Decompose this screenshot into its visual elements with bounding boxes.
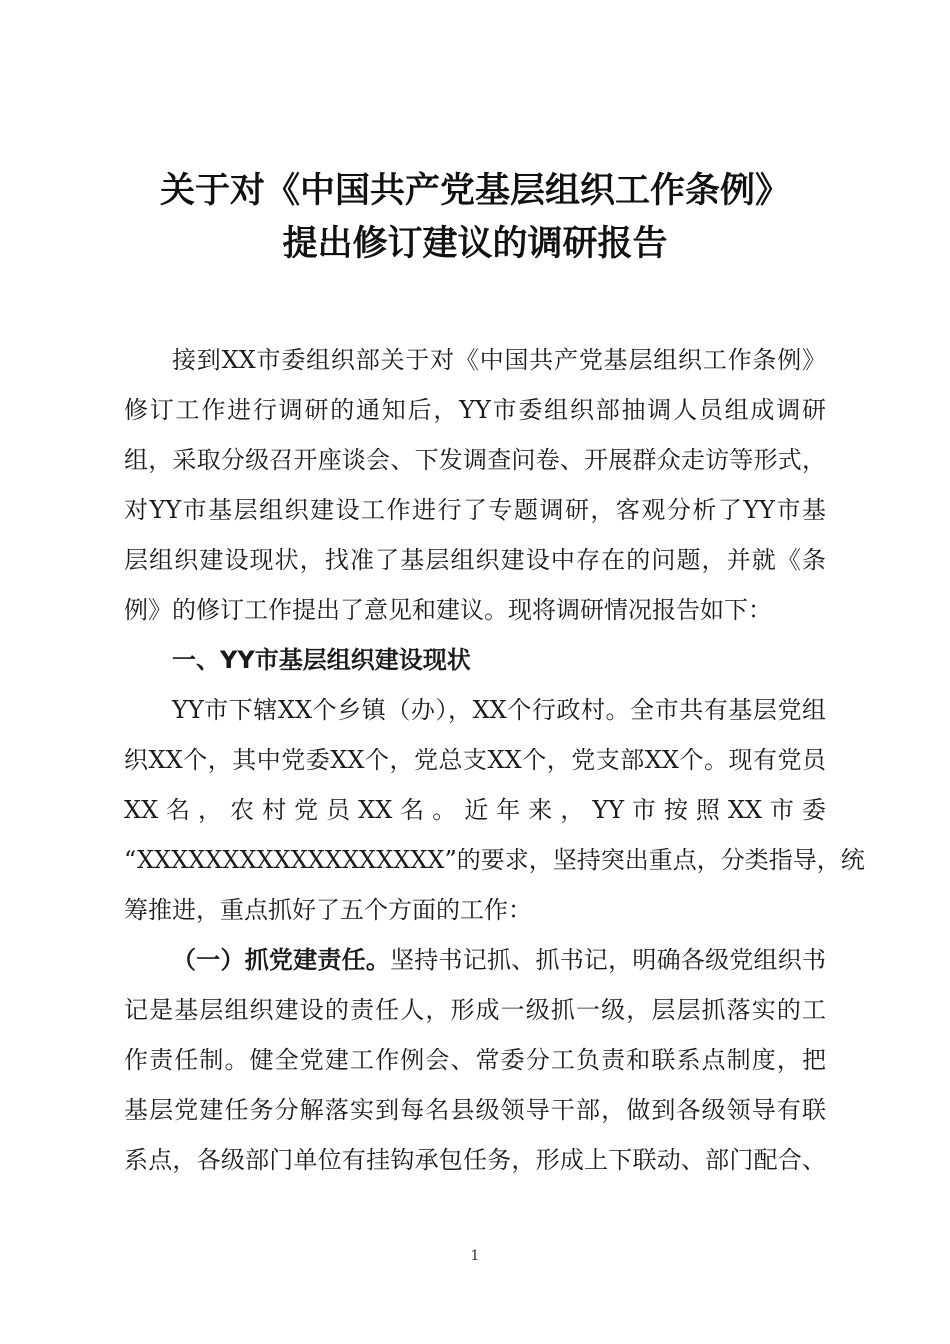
intro-paragraph-line: 接到XX市委组织部关于对《中国共产党基层组织工作条例》 (172, 346, 826, 374)
section-paragraph-line: XX 名 ， 农 村 党 员 XX 名 。 近 年 来 ， YY 市 按 照 XX 市 委 (124, 796, 826, 824)
intro-paragraph-line: 例》的修订工作提出了意见和建议。现将调研情况报告如下： (124, 596, 772, 624)
section-heading: 一、YY市基层组织建设现状 (172, 646, 471, 674)
subsection-paragraph-line: 基层党建任务分解落实到每名县级领导干部，做到各级领导有联 (124, 1096, 826, 1124)
subsection-first-line (172, 945, 826, 975)
section-paragraph-line: YY市下辖XX个乡镇（办），XX个行政村。全市共有基层党组 (172, 696, 826, 724)
page-number: 1 (470, 1248, 480, 1264)
subsection-label: （一）抓党建责任。 (172, 946, 391, 974)
section-paragraph-line: 织XX个，其中党委XX个，党总支XX个，党支部XX个。现有党员 (124, 746, 826, 774)
intro-paragraph-line: 组，采取分级召开座谈会、下发调查问卷、开展群众走访等形式， (124, 446, 826, 474)
subsection-paragraph-line: 记是基层组织建设的责任人，形成一级抓一级，层层抓落实的工 (124, 996, 826, 1024)
section-paragraph-line: 筹推进，重点抓好了五个方面的工作： (124, 896, 532, 924)
subsection-paragraph-line: 作责任制。健全党建工作例会、常委分工负责和联系点制度，把 (124, 1046, 826, 1074)
intro-paragraph-line: 对YY市基层组织建设工作进行了专题调研，客观分析了YY市基 (124, 496, 826, 524)
section-paragraph-line: “XXXXXXXXXXXXXXXXXX”的要求，坚持突出重点，分类指导，统 (124, 846, 865, 874)
intro-paragraph-line: 修订工作进行调研的通知后，YY市委组织部抽调人员组成调研 (124, 396, 826, 424)
subsection-paragraph-line: 系点，各级部门单位有挂钩承包任务，形成上下联动、部门配合、 (124, 1146, 826, 1174)
document-title-line-2: 提出修订建议的调研报告 (282, 224, 668, 264)
document-title-line-1: 关于对《中国共产党基层组织工作条例》 (159, 171, 790, 211)
intro-paragraph-line: 层组织建设现状，找准了基层组织建设中存在的问题，并就《条 (124, 546, 826, 574)
subsection-first-text: 坚持书记抓、抓书记，明确各级党组织书 (390, 946, 826, 974)
